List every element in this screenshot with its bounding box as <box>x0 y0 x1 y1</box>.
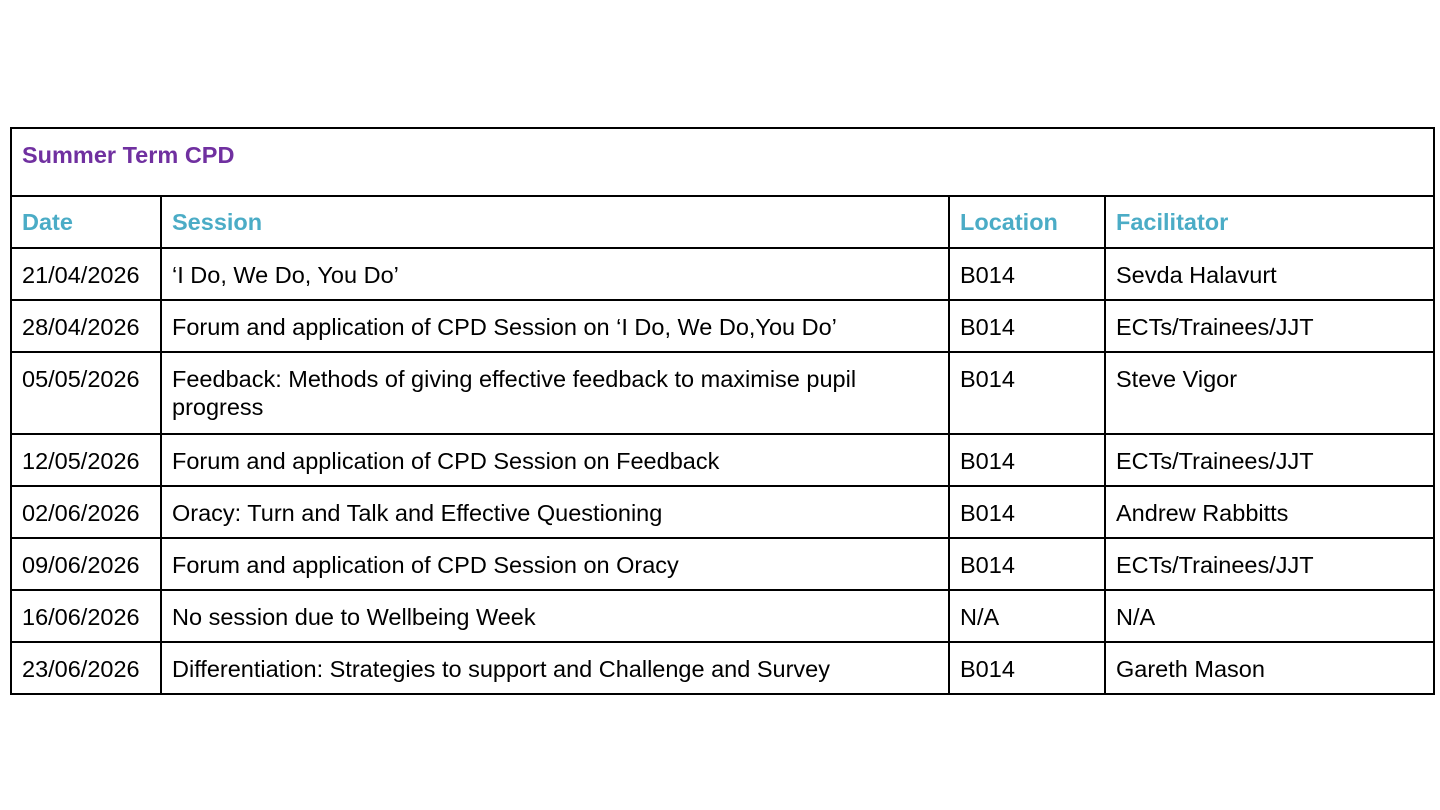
table-title-row <box>11 128 1434 196</box>
table-row <box>11 352 1434 434</box>
header-facilitator: Facilitator <box>1105 196 1434 248</box>
cell-facilitator: ECTs/Trainees/JJT <box>1105 434 1434 486</box>
cell-facilitator: ECTs/Trainees/JJT <box>1105 300 1434 352</box>
cell-location: B014 <box>949 434 1105 486</box>
cell-facilitator: ECTs/Trainees/JJT <box>1105 538 1434 590</box>
cell-date: 21/04/2026 <box>11 248 161 300</box>
table-row <box>11 300 1434 352</box>
header-session: Session <box>161 196 949 248</box>
cell-date: 23/06/2026 <box>11 642 161 694</box>
table-row <box>11 486 1434 538</box>
cell-date: 28/04/2026 <box>11 300 161 352</box>
cpd-schedule-table <box>10 127 1435 695</box>
cell-date: 05/05/2026 <box>11 352 161 434</box>
cell-session: Oracy: Turn and Talk and Effective Questioning <box>161 486 949 538</box>
header-date: Date <box>11 196 161 248</box>
cell-location: B014 <box>949 642 1105 694</box>
table-row <box>11 248 1434 300</box>
table-row <box>11 642 1434 694</box>
cell-session: Forum and application of CPD Session on ‘I Do, We Do,You Do’ <box>161 300 949 352</box>
cell-location: B014 <box>949 248 1105 300</box>
cell-location: N/A <box>949 590 1105 642</box>
table-title: Summer Term CPD <box>11 128 1434 196</box>
cell-session: ‘I Do, We Do, You Do’ <box>161 248 949 300</box>
cell-location: B014 <box>949 486 1105 538</box>
cell-session: Differentiation: Strategies to support and Challenge and Survey <box>161 642 949 694</box>
cell-session: Feedback: Methods of giving effective feedback to maximise pupil progress <box>161 352 949 434</box>
cell-date: 09/06/2026 <box>11 538 161 590</box>
cell-session: No session due to Wellbeing Week <box>161 590 949 642</box>
table-row <box>11 538 1434 590</box>
cell-facilitator: N/A <box>1105 590 1434 642</box>
cell-facilitator: Steve Vigor <box>1105 352 1434 434</box>
cell-facilitator: Sevda Halavurt <box>1105 248 1434 300</box>
cell-date: 12/05/2026 <box>11 434 161 486</box>
table-header-row <box>11 196 1434 248</box>
cell-facilitator: Gareth Mason <box>1105 642 1434 694</box>
table-row <box>11 434 1434 486</box>
header-location: Location <box>949 196 1105 248</box>
cell-date: 16/06/2026 <box>11 590 161 642</box>
cell-location: B014 <box>949 300 1105 352</box>
cell-facilitator: Andrew Rabbitts <box>1105 486 1434 538</box>
cell-location: B014 <box>949 352 1105 434</box>
cell-location: B014 <box>949 538 1105 590</box>
cell-session: Forum and application of CPD Session on Oracy <box>161 538 949 590</box>
cell-session: Forum and application of CPD Session on Feedback <box>161 434 949 486</box>
cell-date: 02/06/2026 <box>11 486 161 538</box>
table-row <box>11 590 1434 642</box>
